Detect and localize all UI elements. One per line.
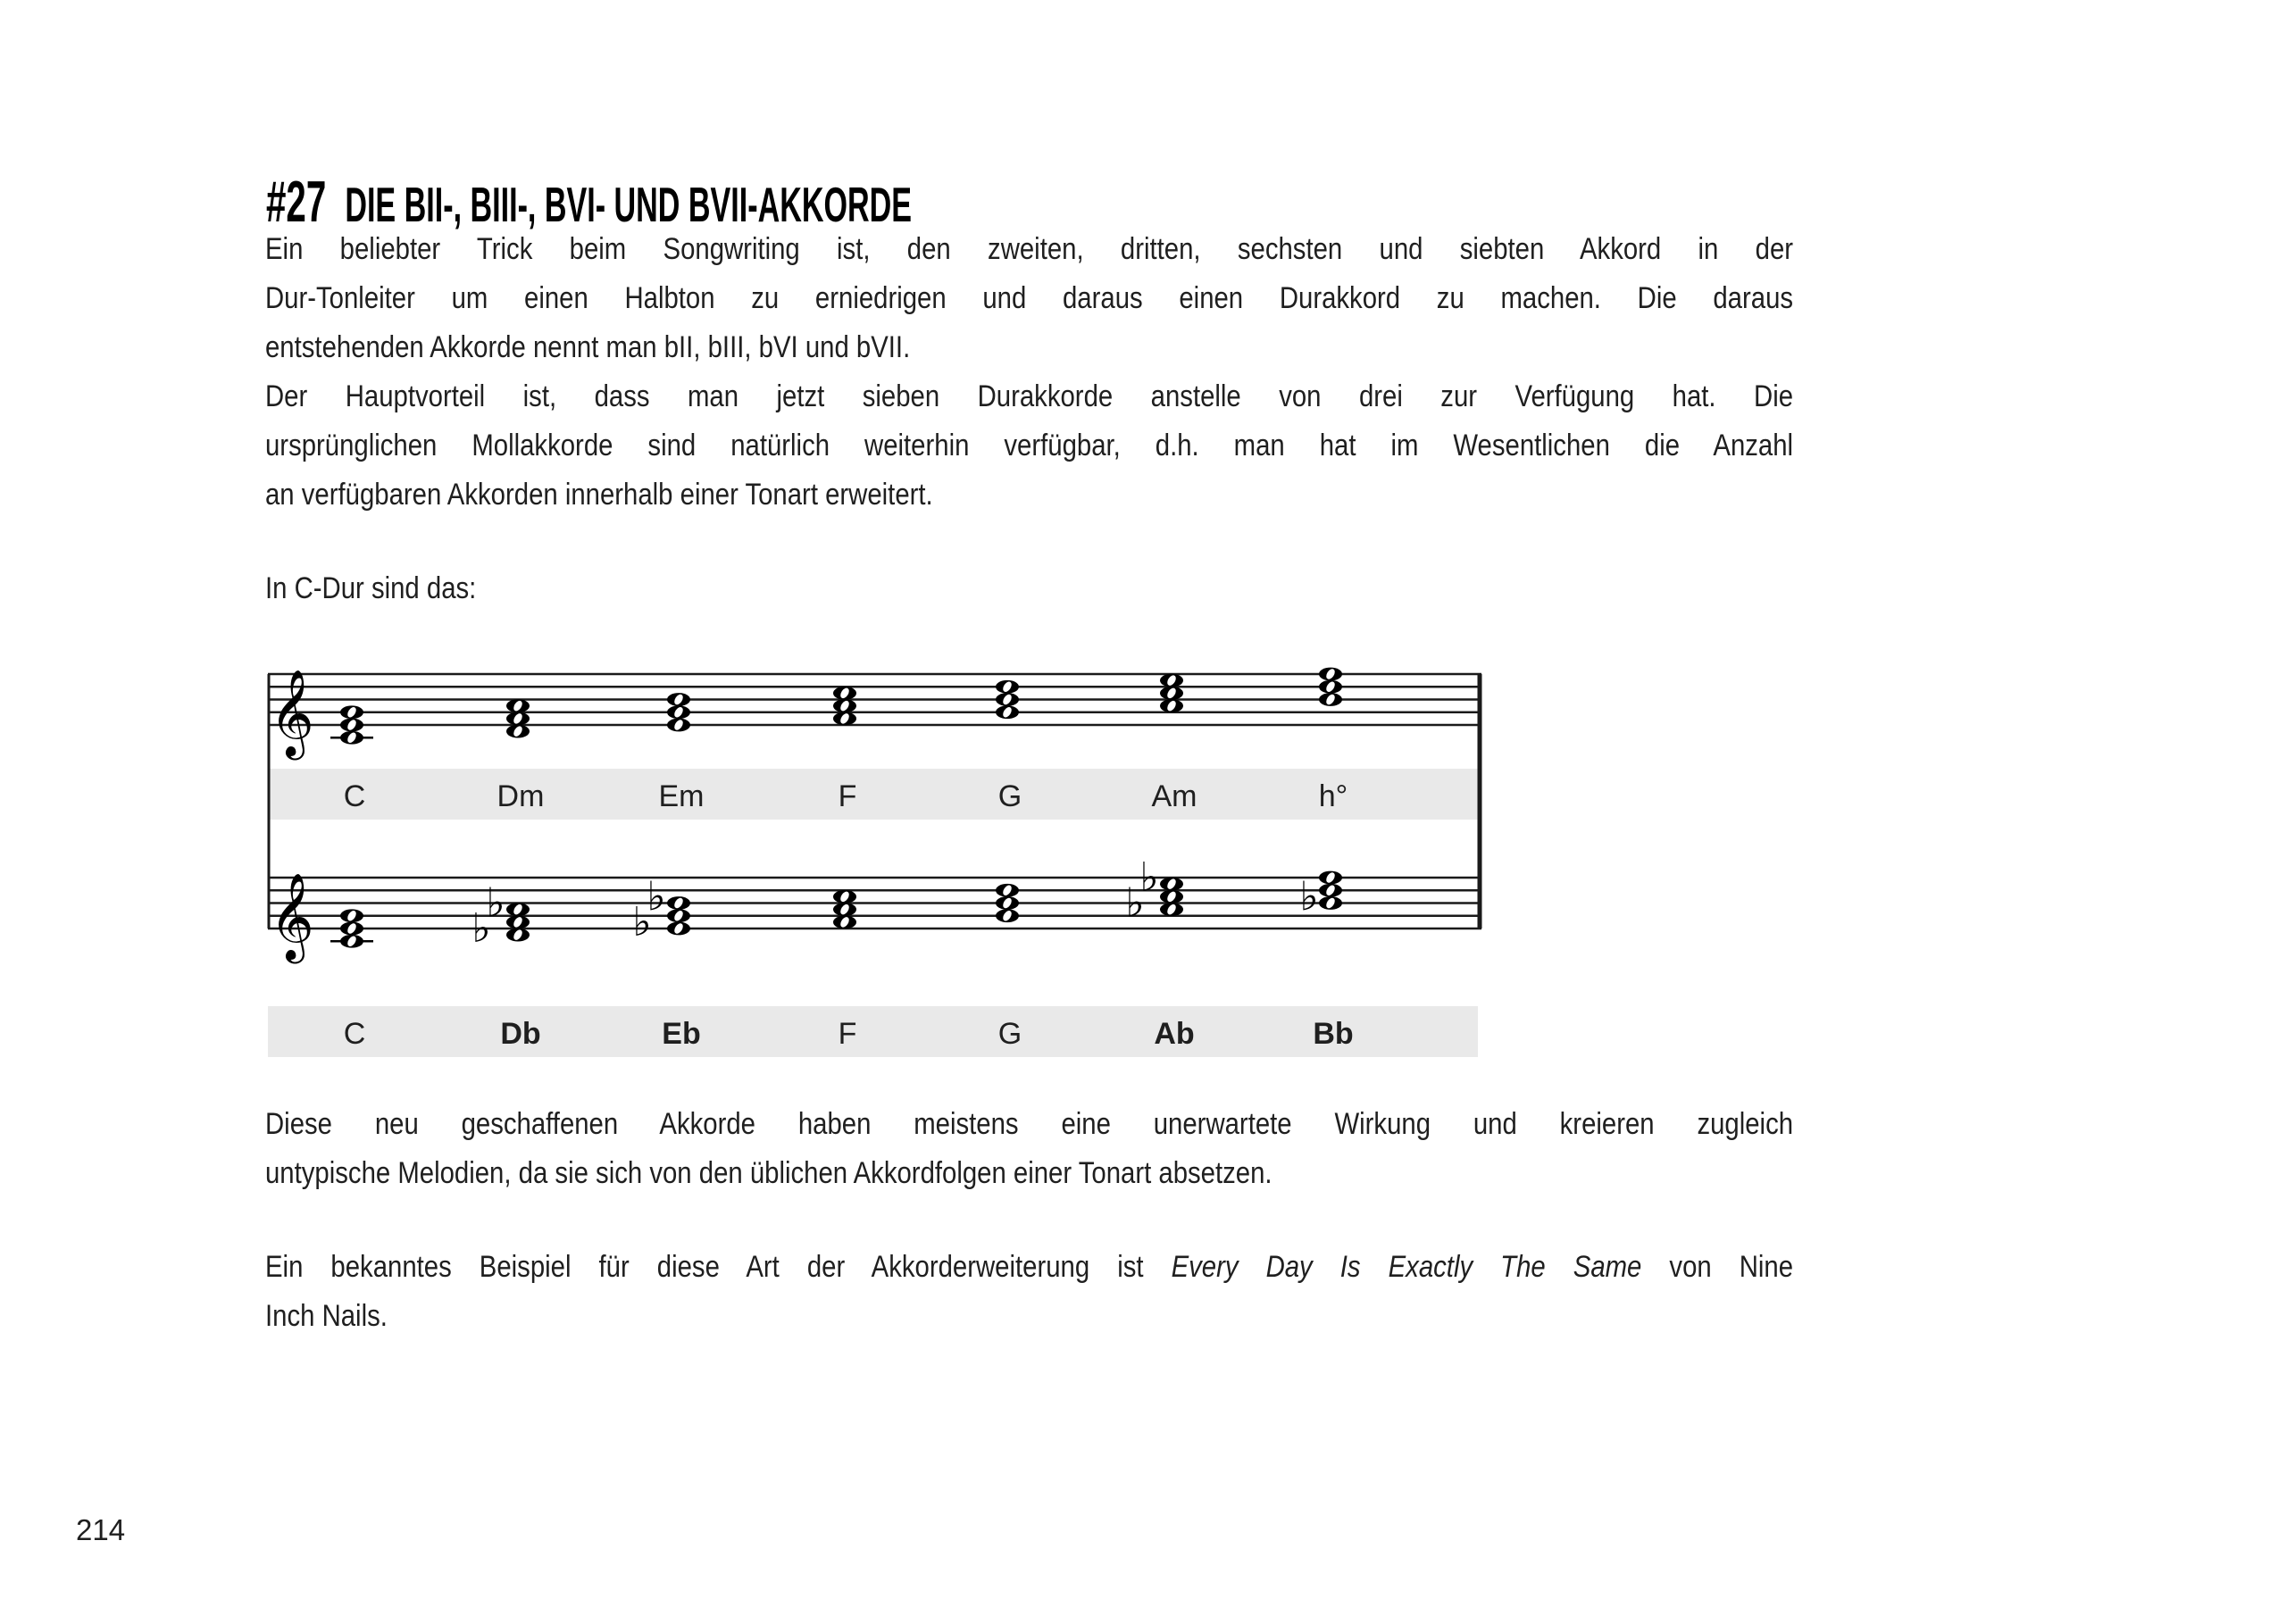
chord-label: F: [838, 1017, 857, 1051]
effect-paragraph: [265, 1100, 1793, 1198]
text-line: Diese neu geschaffenen Akkorde haben meistens eine unerwartete Wirkung und kreieren zugleich: [265, 1107, 1794, 1141]
chord-label: Db: [500, 1017, 541, 1051]
flat-icon: ♭: [632, 898, 652, 945]
chord-label: h°: [1318, 779, 1348, 813]
chapter-heading: [266, 169, 912, 234]
chapter-number: #27: [266, 169, 327, 234]
flat-icon: ♭: [1125, 879, 1145, 927]
text-line: an verfügbaren Akkorden innerhalb einer Tonart erweitert.: [265, 478, 933, 512]
chord-label-band: [268, 769, 1478, 820]
intro-paragraphs: [265, 225, 1793, 520]
chord-label: Em: [658, 779, 705, 813]
chord-label: F: [838, 779, 857, 813]
chapter-title: DIE BII-, BIII-, BVI- UND BVII-AKKORDE: [345, 177, 912, 232]
music-notation: [250, 616, 1518, 1098]
example-paragraph: [265, 1243, 1793, 1341]
text-segment: Ein bekanntes Beispiel für diese Art der Akkorderweiterung ist: [265, 1250, 1172, 1284]
text-line: Ein beliebter Trick beim Songwriting ist, den zweiten, dritten, sechsten und siebten Akkord in der: [265, 232, 1794, 266]
lead-in-line: In C-Dur sind das:: [265, 571, 477, 605]
text-line: ursprünglichen Mollakkorde sind natürlich weiterhin verfügbar, d.h. man hat im Wesentlichen die Anzahl: [265, 429, 1794, 462]
flat-icon: ♭: [647, 872, 666, 920]
flat-icon: ♭: [471, 904, 491, 953]
text-line: Inch Nails.: [265, 1299, 388, 1333]
chord-label: Am: [1151, 779, 1197, 813]
chord-label: G: [997, 779, 1022, 813]
text-segment: von Nine: [1641, 1250, 1794, 1284]
page-number: 214: [76, 1513, 126, 1546]
text-line: Der Hauptvorteil ist, dass man jetzt sieben Durakkorde anstelle von drei zur Verfügung hat. Die: [265, 379, 1794, 413]
chord-label: Ab: [1154, 1017, 1195, 1051]
text-line: untypische Melodien, da sie sich von den üblichen Akkordfolgen einer Tonart absetzen.: [265, 1156, 1273, 1190]
treble-clef-icon: 𝄞: [270, 669, 314, 756]
chord-label: C: [343, 1017, 366, 1051]
flat-icon: ♭: [1139, 854, 1159, 902]
chord-label: G: [997, 1017, 1022, 1051]
flat-icon: ♭: [486, 879, 505, 927]
chord-label-band: [268, 1006, 1478, 1057]
chord-label: C: [343, 779, 366, 813]
text-line: entstehenden Akkorde nennt man bII, bIII, bVI und bVII.: [265, 330, 911, 364]
song-title-italic: Every Day Is Exactly The Same: [1171, 1250, 1642, 1284]
chord-label: Eb: [662, 1017, 701, 1051]
chord-label: Dm: [496, 779, 545, 813]
text-line: Dur-Tonleiter um einen Halbton zu erniedrigen und daraus einen Durakkord zu machen. Die daraus: [265, 281, 1794, 315]
chord-label: Bb: [1313, 1017, 1354, 1051]
flat-icon: ♭: [1299, 872, 1319, 920]
treble-clef-icon: 𝄞: [270, 872, 314, 960]
text-line: [265, 1243, 1793, 1292]
